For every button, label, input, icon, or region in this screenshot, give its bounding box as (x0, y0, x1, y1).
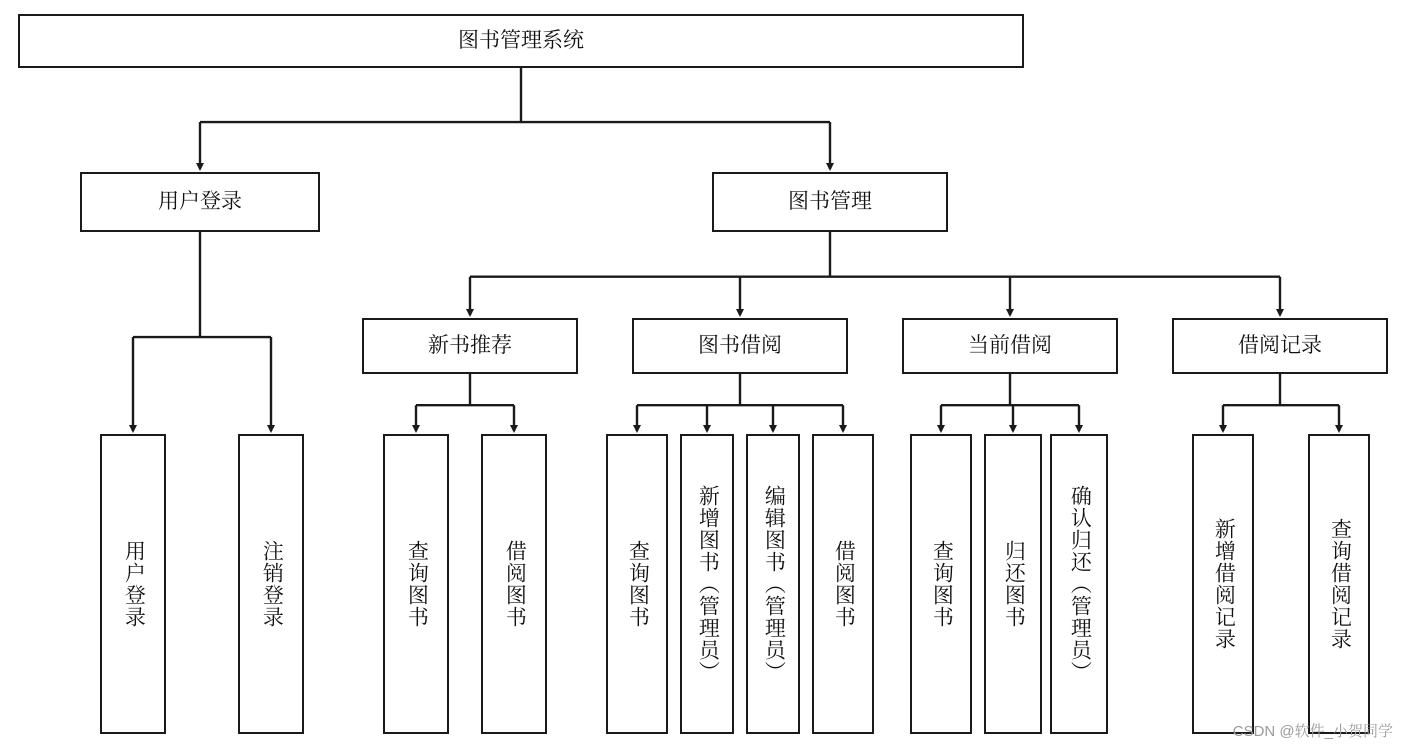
diagram-node-addbook (680, 434, 734, 734)
diagram-node-confirm (1050, 434, 1108, 734)
diagram-node-current (902, 318, 1118, 374)
watermark-text: CSDN @软件_小贺同学 (1232, 723, 1393, 740)
node-label: 归还图书 (1002, 540, 1026, 628)
diagram-node-b2 (812, 434, 874, 734)
node-label: 查询图书 (405, 540, 429, 628)
diagram-node-q1 (383, 434, 449, 734)
node-label: 确认归还（管理员） (1068, 485, 1092, 683)
diagram-node-editbook (746, 434, 800, 734)
diagram-node-b1 (481, 434, 547, 734)
diagram-node-q3 (910, 434, 972, 734)
node-label: 借阅记录 (1238, 333, 1322, 357)
node-label: 查询借阅记录 (1328, 518, 1352, 650)
node-label: 查询图书 (626, 540, 650, 628)
node-label: 当前借阅 (968, 333, 1052, 357)
node-label: 借阅图书 (503, 540, 527, 628)
node-label: 注销登录 (260, 540, 284, 628)
node-label: 用户登录 (158, 189, 242, 213)
node-label: 新增借阅记录 (1212, 518, 1236, 650)
node-label: 新书推荐 (428, 333, 512, 357)
node-label: 图书借阅 (698, 333, 782, 357)
node-label: 用户登录 (122, 540, 146, 628)
diagram-node-userlogin (100, 434, 166, 734)
diagram-node-root (18, 14, 1024, 68)
diagram-node-q2 (606, 434, 668, 734)
diagram-node-logout (238, 434, 304, 734)
node-label: 新增图书（管理员） (696, 485, 720, 683)
diagram-node-newrec (362, 318, 578, 374)
node-label: 查询图书 (930, 540, 954, 628)
diagram-node-return (984, 434, 1042, 734)
diagram-node-records (1172, 318, 1388, 374)
diagram-node-addrec (1192, 434, 1254, 734)
diagram-node-qrec (1308, 434, 1370, 734)
node-label: 借阅图书 (832, 540, 856, 628)
diagram-node-login (80, 172, 320, 232)
diagram-node-borrow (632, 318, 848, 374)
node-label: 图书管理系统 (458, 28, 584, 52)
diagram-node-bookmgmt (712, 172, 948, 232)
node-label: 图书管理 (788, 189, 872, 213)
node-label: 编辑图书（管理员） (762, 485, 786, 683)
